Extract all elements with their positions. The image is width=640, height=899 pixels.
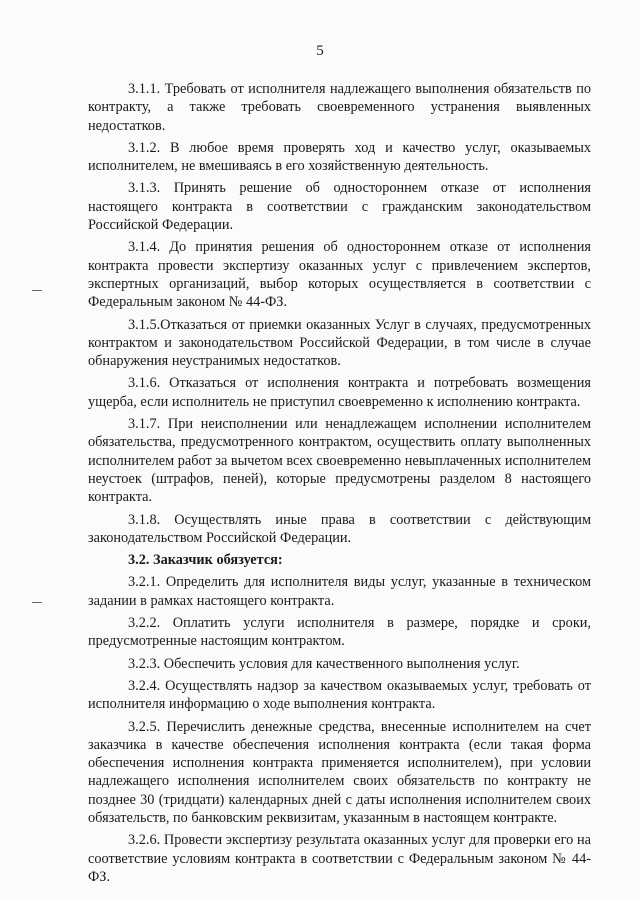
clause-3-1-2: 3.1.2. В любое время проверять ход и качество услуг, оказываемых исполнителем, не вмешиваясь в его хозяйственную деятельность.	[88, 139, 591, 175]
clause-3-2-2: 3.2.2. Оплатить услуги исполнителя в размере, порядке и сроки, предусмотренные настоящим контрактом.	[88, 615, 591, 650]
clause-3-2-1: 3.2.1. Определить для исполнителя виды услуг, указанные в техническом задании в рамках настоящего контракта.	[88, 574, 591, 609]
clause-3-1-8: 3.1.8. Осуществлять иные права в соответствии с действующим законодательством Российской Федерации.	[88, 511, 591, 546]
clause-3-2-5: 3.2.5. Перечислить денежные средства, внесенные исполнителем на счет заказчика в качестве обеспечения исполнения контракта (если такая форма обеспечения исполнения контракта применяется исполнителем), при условии надлежащего исполнения исполнителем своих обязательств по контракту не позднее 30 (тридцати) календарных дней с даты исполнения исполнителем своих обязательств, по банковским реквизитам, указанным в настоящем контракте.	[88, 718, 591, 826]
clause-3-1-7: 3.1.7. При неисполнении или ненадлежащем исполнении исполнителем обязательства, предусмотренного контрактом, осуществить оплату выполненных исполнителем работ за вычетом всех своевременно невыплаченных исполнителем неустоек (штрафов, пеней), которые предусмотрены разделом 8 настоящего контракта.	[88, 416, 591, 506]
clause-3-2-3: 3.2.3. Обеспечить условия для качественного выполнения услуг.	[128, 655, 520, 672]
document-body	[88, 80, 591, 890]
clause-3-2-4: 3.2.4. Осуществлять надзор за качеством оказываемых услуг, требовать от исполнителя информацию о ходе выполнения контракта.	[88, 677, 591, 713]
clause-3-1-1: 3.1.1. Требовать от исполнителя надлежащего выполнения обязательств по контракту, а также требовать своевременного устранения выявленных недостатков.	[88, 81, 591, 134]
clause-3-1-6: 3.1.6. Отказаться от исполнения контракта и потребовать возмещения ущерба, если исполнитель не приступил своевременно к исполнению контракта.	[88, 375, 591, 410]
clause-3-1-3: 3.1.3. Принять решение об одностороннем отказе от исполнения настоящего контракта в соответствии с гражданским законодательством Российской Федерации.	[88, 180, 591, 234]
scan-mark	[32, 602, 42, 603]
section-heading-3-2: 3.2. Заказчик обязуется:	[128, 552, 283, 569]
clause-3-2-6: 3.2.6. Провести экспертизу результата оказанных услуг для проверки его на соответствие условиям контракта в соответствии с Федеральным законом № 44-ФЗ.	[88, 832, 591, 885]
clause-3-1-4: 3.1.4. До принятия решения об одностороннем отказе от исполнения контракта провести экспертизу оказанных услуг с привлечением экспертов, экспертных организаций, выбор которых осуществляется в соответствии с Федеральным законом № 44-ФЗ.	[88, 239, 591, 311]
scan-mark	[32, 290, 42, 291]
clause-3-1-5: 3.1.5.Отказаться от приемки оказанных Услуг в случаях, предусмотренных контрактом и законодательством Российской Федерации, в том числе в случае обнаружения неустранимых недостатков.	[88, 316, 591, 370]
page-number: 5	[316, 43, 324, 59]
